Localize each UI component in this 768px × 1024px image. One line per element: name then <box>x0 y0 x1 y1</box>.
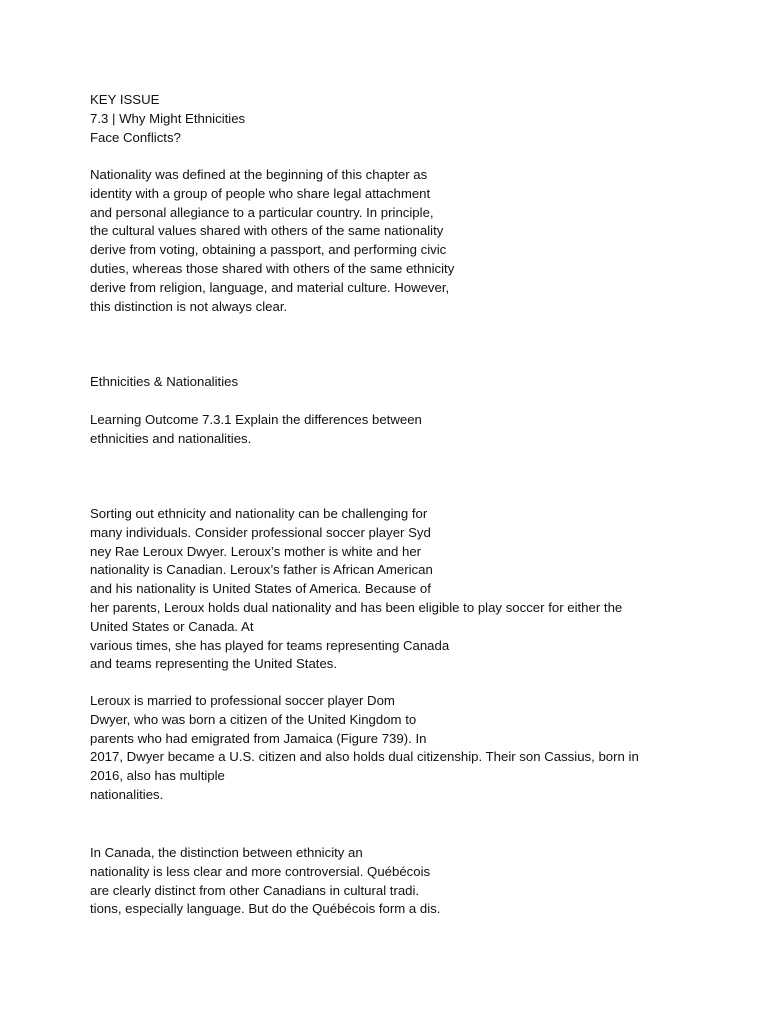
key-issue-heading <box>90 91 730 147</box>
text-line: various times, she has played for teams representing Canada <box>90 637 450 653</box>
heading-line: KEY ISSUE <box>90 92 160 107</box>
text-line: ethnicities and nationalities. <box>90 430 252 446</box>
text-line: identity with a group of people who share legal attachment <box>90 185 431 201</box>
text-line: the cultural values shared with others of the same nationality <box>90 223 444 239</box>
text-line: Learning Outcome 7.3.1 Explain the differences between <box>90 412 422 427</box>
text-line: this distinction is not always clear. <box>90 298 288 314</box>
body-paragraph-dwyer <box>90 692 730 805</box>
section-title-line: Ethnicities & Nationalities <box>90 374 239 389</box>
text-line: duties, whereas those shared with others of the same ethnicity <box>90 260 455 276</box>
text-line: and his nationality is United States of America. Because of <box>90 581 431 597</box>
text-line: derive from religion, language, and material culture. However, <box>90 279 450 295</box>
text-line: United States or Canada. At <box>90 618 254 634</box>
text-line: her parents, Leroux holds dual nationality and has been eligible to play soccer for either the <box>90 599 623 615</box>
intro-paragraph <box>90 166 730 316</box>
text-line: and personal allegiance to a particular country. In principle, <box>90 204 434 220</box>
text-line: Dwyer, who was born a citizen of the United Kingdom to <box>90 711 417 727</box>
text-line: parents who had emigrated from Jamaica (Figure 739). In <box>90 730 427 746</box>
text-line: Leroux is married to professional soccer player Dom <box>90 693 395 708</box>
text-line: nationalities. <box>90 786 164 802</box>
text-line: ney Rae Leroux Dwyer. Leroux’s mother is white and her <box>90 543 422 559</box>
text-line: 2017, Dwyer became a U.S. citizen and also holds dual citizenship. Their son Cassius, born in <box>90 749 639 765</box>
text-line: derive from voting, obtaining a passport, and performing civic <box>90 242 447 258</box>
text-line: tions, especially language. But do the Québécois form a dis. <box>90 901 441 917</box>
text-line: In Canada, the distinction between ethnicity an <box>90 845 363 860</box>
text-line: Nationality was defined at the beginning of this chapter as <box>90 167 428 182</box>
text-line: and teams representing the United States. <box>90 656 338 672</box>
body-paragraph-canada <box>90 844 730 919</box>
text-line: are clearly distinct from other Canadians in cultural tradi. <box>90 882 420 898</box>
text-line: nationality is less clear and more controversial. Québécois <box>90 863 431 879</box>
body-paragraph-leroux <box>90 505 730 674</box>
section-title <box>90 373 730 392</box>
learning-outcome <box>90 411 730 449</box>
text-line: many individuals. Consider professional soccer player Syd <box>90 524 431 540</box>
text-line: Sorting out ethnicity and nationality can be challenging for <box>90 506 428 521</box>
text-line: nationality is Canadian. Leroux’s father is African American <box>90 562 433 578</box>
text-line: 2016, also has multiple <box>90 768 225 784</box>
heading-line: 7.3 | Why Might Ethnicities <box>90 110 246 126</box>
heading-line: Face Conflicts? <box>90 129 181 145</box>
